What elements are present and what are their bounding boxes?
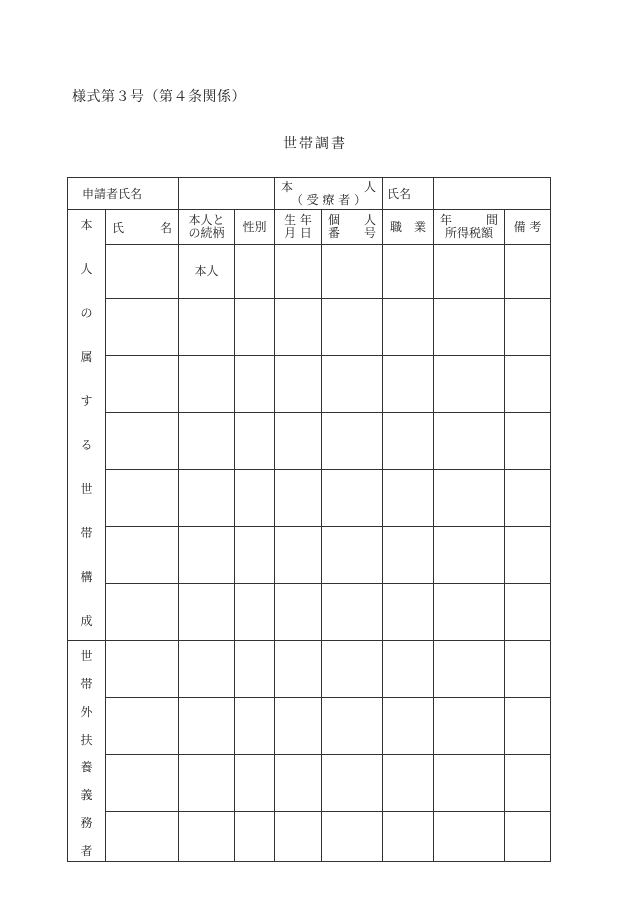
header-income-tax: 年 間 所得税額 <box>434 210 505 245</box>
header-my-number: 個 人 番 号 <box>322 210 383 245</box>
table-row <box>68 641 551 698</box>
table-row <box>68 356 551 413</box>
form-number: 様式第３号（第４条関係） <box>72 89 246 105</box>
table-row <box>68 755 551 812</box>
header-birthdate: 生 年 月 日 <box>275 210 322 245</box>
header-notes: 備 考 <box>505 210 551 245</box>
header-sex: 性別 <box>235 210 275 245</box>
table-row <box>68 698 551 755</box>
patient-name-label: 氏名 <box>383 178 434 210</box>
household-members-label: 本 人 の 属 す る 世 帯 構 成 <box>68 210 106 641</box>
table-row <box>68 299 551 356</box>
table-row <box>68 245 551 299</box>
external-dependents-label: 世 帯 外 扶 養 義 務 者 <box>68 641 106 862</box>
applicant-row <box>68 178 551 210</box>
column-header-row <box>68 210 551 245</box>
table-row <box>68 413 551 470</box>
patient-name-field[interactable] <box>434 178 551 210</box>
table-row <box>68 584 551 641</box>
table-row <box>68 812 551 862</box>
household-table <box>67 177 551 862</box>
header-relation: 本人と の続柄 <box>179 210 235 245</box>
applicant-name-field[interactable] <box>179 178 275 210</box>
table-row <box>68 527 551 584</box>
applicant-name-label: 申請者氏名 <box>68 178 179 210</box>
header-occupation: 職 業 <box>383 210 434 245</box>
header-name: 氏 名 <box>106 210 179 245</box>
document-title: 世帯調書 <box>283 136 347 152</box>
patient-label: 本 人 （ 受 療 者 ） <box>275 178 383 210</box>
relation-self: 本人 <box>179 245 235 299</box>
table-row <box>68 470 551 527</box>
